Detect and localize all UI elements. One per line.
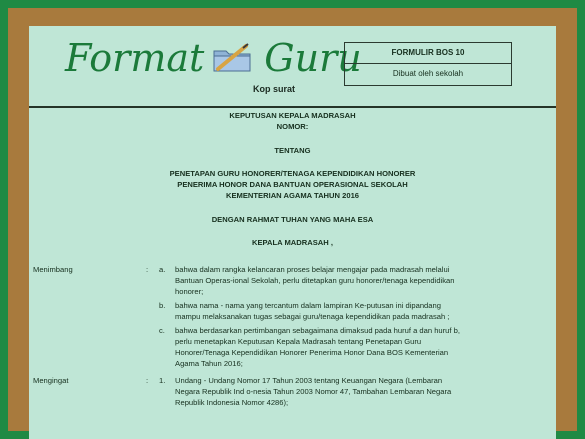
- folder-pencil-icon: [210, 38, 254, 68]
- menimbang-colon: :: [146, 265, 149, 274]
- item-1-line-2: Negara Republik Ind o-nesia Tahun 2003 Nomor 47, Tambahan Lembaran Negara: [175, 387, 452, 396]
- mengingat-label: Mengingat: [33, 376, 69, 385]
- kop-surat-label: Kop surat: [253, 84, 296, 94]
- item-c-line-4: Agama Tahun 2016;: [175, 359, 243, 368]
- format-guru-logo: [65, 36, 362, 80]
- item-a-marker: a.: [159, 265, 166, 274]
- subject-line-3: KEMENTERIAN AGAMA TAHUN 2016: [225, 191, 360, 200]
- signatory-heading: KEPALA MADRASAH ,: [252, 238, 333, 247]
- menimbang-label: Menimbang: [33, 265, 73, 274]
- blessing-line: DENGAN RAHMAT TUHAN YANG MAHA ESA: [211, 215, 374, 224]
- item-b-line-2: mampu melaksanakan tugas sebagai guru/tenaga kependidikan pada madrasah ;: [175, 312, 450, 321]
- logo-word-format: Format: [65, 36, 205, 80]
- mengingat-colon: :: [146, 376, 149, 385]
- header-divider: [29, 106, 556, 108]
- form-subtitle: Dibuat oleh sekolah: [392, 69, 464, 78]
- item-b-line-1: bahwa nama - nama yang tercantum dalam lampiran Ke-putusan ini dipandang: [175, 301, 441, 310]
- decree-title: KEPUTUSAN KEPALA MADRASAH: [229, 111, 356, 120]
- item-1-marker: 1.: [159, 376, 166, 385]
- item-b-marker: b.: [159, 301, 166, 310]
- item-1-line-1: Undang - Undang Nomor 17 Tahun 2003 tentang Keuangan Negara (Lembaran: [175, 376, 443, 385]
- form-title: FORMULIR BOS 10: [345, 43, 511, 64]
- item-c-marker: c.: [159, 326, 165, 335]
- subject-line-2: PENERIMA HONOR DANA BANTUAN OPERASIONAL SEKOLAH: [177, 180, 408, 189]
- item-a-line-2: Bantuan Operas-ional Sekolah, perlu ditetapkan guru honorer/tenaga kependidikan: [175, 276, 455, 285]
- item-1-line-3: Republik Indonesia Nomor 4286);: [175, 398, 289, 407]
- item-c-line-2: perlu menetapkan Keputusan Kepala Madrasah tentang Penetapan Guru: [175, 337, 422, 346]
- tentang-heading: TENTANG: [274, 146, 311, 155]
- decree-number: NOMOR:: [276, 122, 309, 131]
- item-a-line-3: honorer;: [175, 287, 204, 296]
- form-info-box: [344, 42, 512, 86]
- document-page: [29, 26, 556, 439]
- item-c-line-3: Honorer/Tenaga Kependidikan Honorer Penerima Honor Dana BOS Kementerian: [175, 348, 449, 357]
- subject-line-1: PENETAPAN GURU HONORER/TENAGA KEPENDIDIKAN HONORER: [169, 169, 416, 178]
- logo-word-guru: Guru: [264, 36, 362, 80]
- item-a-line-1: bahwa dalam rangka kelancaran proses belajar mengajar pada madrasah melalui: [175, 265, 450, 274]
- item-c-line-1: bahwa berdasarkan pertimbangan sebagaimana dimaksud pada huruf a dan huruf b,: [175, 326, 460, 335]
